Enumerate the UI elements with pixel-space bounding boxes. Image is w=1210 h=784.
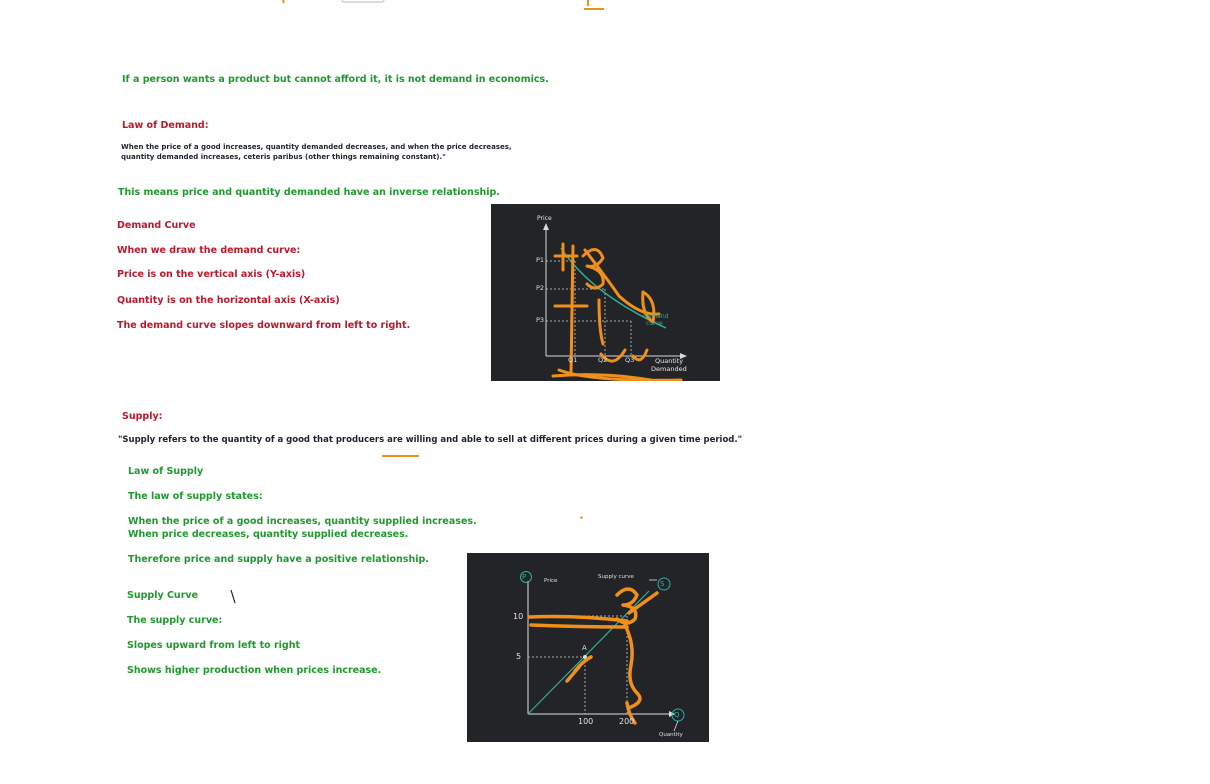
law-of-supply-states: The law of supply states: [128,491,263,502]
supply-p-circle-label: P [522,573,527,581]
supply-curve-tick-mark [228,588,238,606]
demand-tick-q2: Q2 [598,356,608,364]
supply-curve-subtitle: The supply curve: [127,615,223,626]
demand-tick-q1: Q1 [568,356,578,364]
draw-demand-note: When we draw the demand curve: [117,245,301,256]
positive-relationship-note: Therefore price and supply have a positive relationship. [128,554,429,565]
supply-tick-100: 100 [578,717,594,726]
supply-underline-mark [380,453,422,459]
supply-increase-note: When the price of a good increases, quantity supplied increases. [128,516,477,527]
demand-x-axis-label-2: Demanded [651,365,687,373]
law-of-demand-title: Law of Demand: [122,120,209,131]
supply-tick-10: 10 [513,612,524,621]
top-annotation-marks [0,0,1210,14]
slopes-upward-note: Slopes upward from left to right [127,640,301,651]
demand-y-axis-label: Price [537,215,552,222]
demand-tick-q3: Q3 [625,356,635,364]
slopes-downward-note: The demand curve slopes downward from left to right. [117,320,411,331]
supply-definition: "Supply refers to the quantity of a good that producers are willing and able to sell at different prices during a given time period." [118,435,743,445]
supply-tick-200: 200 [619,717,635,726]
demand-curve-chart [491,204,720,381]
law-of-supply-title: Law of Supply [128,466,204,477]
quantity-axis-note: Quantity is on the horizontal axis (X-axis) [117,295,340,306]
law-of-demand-line-1: When the price of a good increases, quantity demanded decreases, and when the price decreases, [121,143,512,151]
supply-decrease-note: When price decreases, quantity supplied decreases. [128,529,409,540]
supply-q-circle-label: Q [674,711,680,719]
higher-production-note: Shows higher production when prices increase. [127,665,382,676]
supply-title: Supply: [122,411,163,422]
inverse-relationship-note: This means price and quantity demanded have an inverse relationship. [118,187,500,198]
supply-s-circle-label: S [660,580,665,588]
price-axis-note: Price is on the vertical axis (Y-axis) [117,269,306,280]
supply-tick-5: 5 [516,652,522,661]
intro-note: If a person wants a product but cannot afford it, it is not demand in economics. [122,74,549,85]
supply-curve-chart [467,553,709,742]
supply-y-axis-label: Price [544,578,558,584]
demand-tick-p3: P3 [536,316,545,324]
law-of-demand-line-2: quantity demanded increases, ceteris paribus (other things remaining constant)." [121,153,446,161]
supply-curve-label: Supply curve [598,574,634,580]
demand-curve-label-2: curve [646,320,663,327]
demand-tick-p2: P2 [536,284,545,292]
demand-curve-title: Demand Curve [117,220,196,231]
demand-x-axis-label-1: Quantity [655,357,684,365]
supply-curve-title: Supply Curve [127,590,199,601]
supply-x-axis-label: Quantity [659,732,683,738]
supply-point-a-label: A [582,644,587,652]
demand-curve-label-1: Demand [643,313,669,320]
demand-tick-p1: P1 [536,256,545,264]
stray-dot-mark [579,515,584,520]
